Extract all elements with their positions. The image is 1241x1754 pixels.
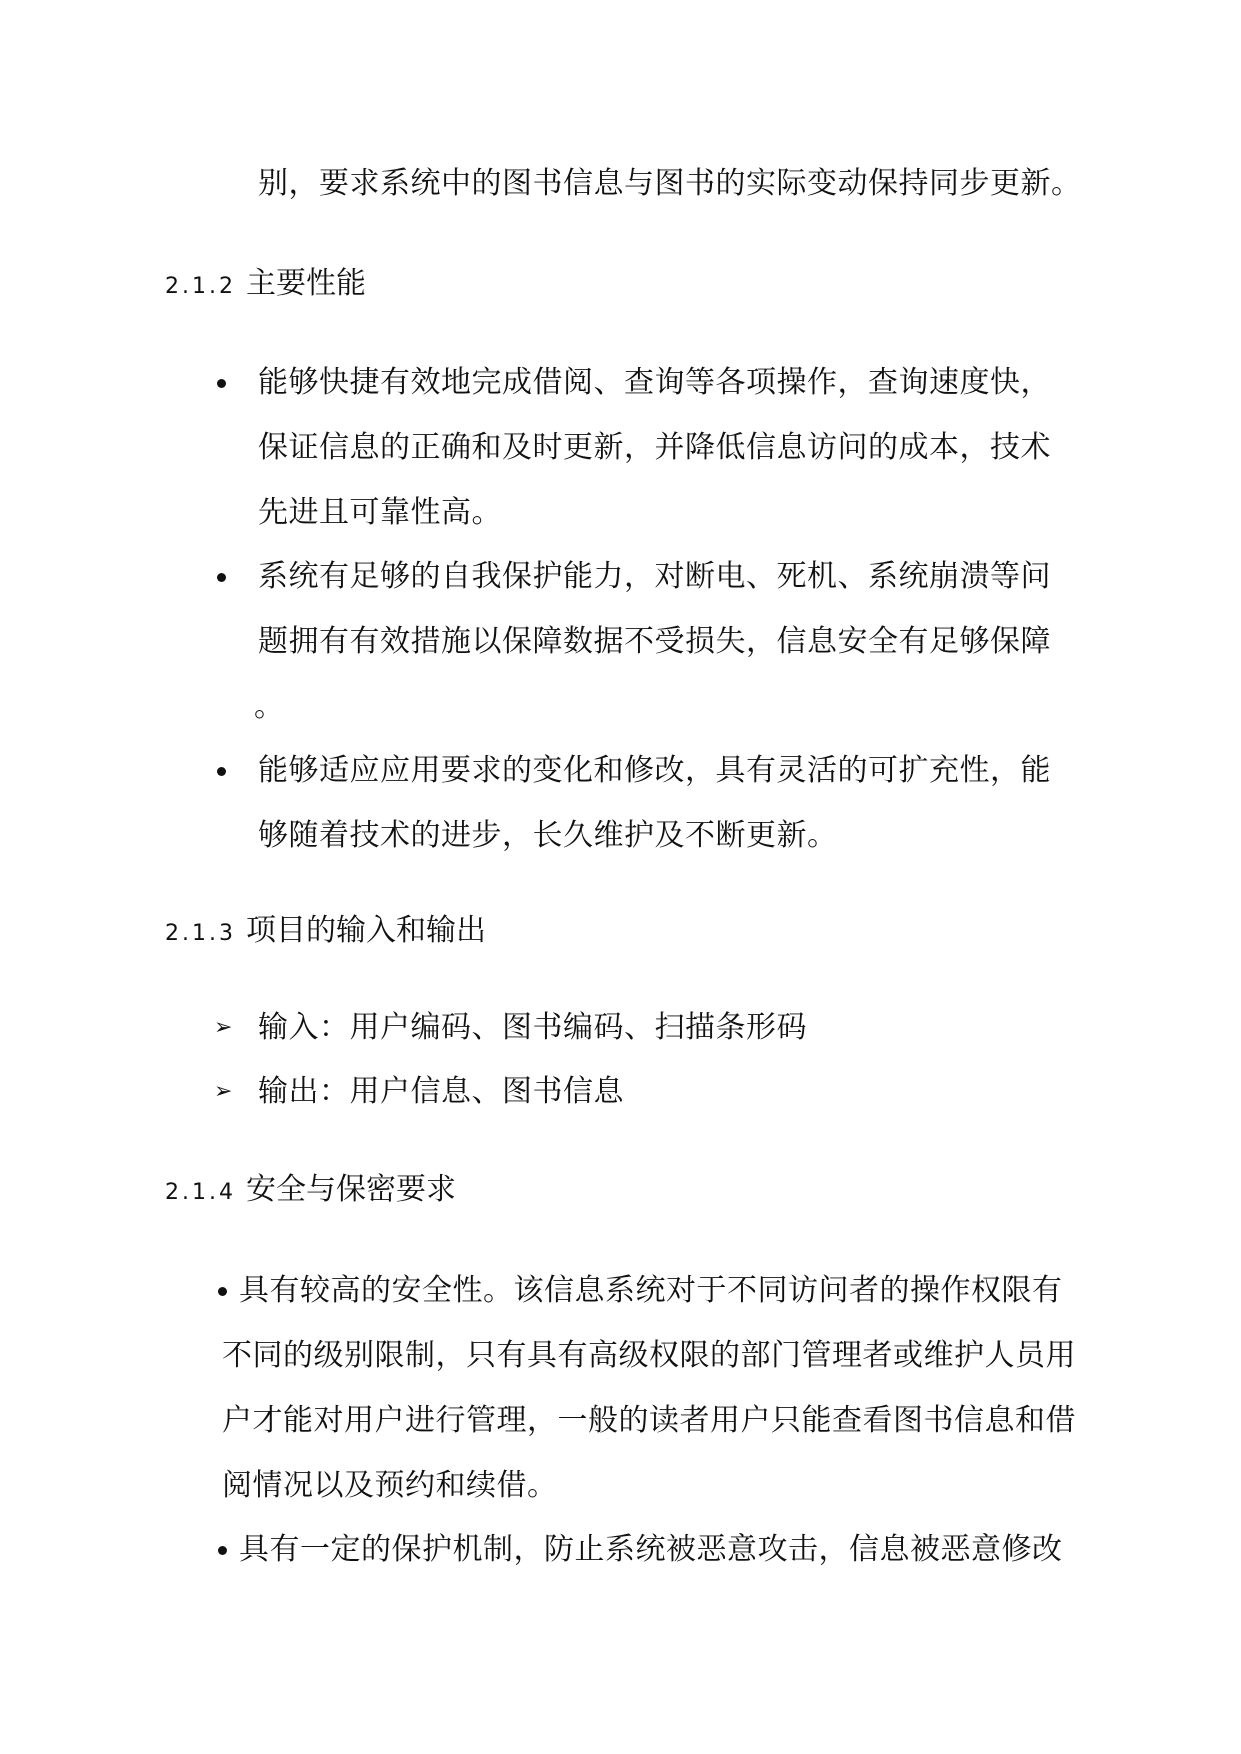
perf-item-1-line-3: 先进且可靠性高。 (258, 495, 502, 530)
security-item-1-line-4: 阅情况以及预约和续借。 (222, 1468, 558, 1503)
bullet-icon (218, 1287, 227, 1296)
io-item-output: 输出：用户信息、图书信息 (258, 1074, 624, 1109)
bullet-icon (217, 379, 226, 388)
security-item-1-line-2: 不同的级别限制，只有具有高级权限的部门管理者或维护人员用 (222, 1338, 1076, 1373)
bullet-icon (218, 1546, 227, 1555)
bullet-icon (217, 573, 226, 582)
heading-number: 2.1.4 (165, 1180, 236, 1205)
heading-number: 2.1.3 (165, 921, 236, 946)
intro-continuation: 别，要求系统中的图书信息与图书的实际变动保持同步更新。 (258, 166, 1082, 201)
security-item-1-line-3: 户才能对用户进行管理，一般的读者用户只能查看图书信息和借 (222, 1403, 1076, 1438)
heading-title: 项目的输入和输出 (245, 913, 486, 948)
security-item-1-line-1: 具有较高的安全性。该信息系统对于不同访问者的操作权限有 (239, 1273, 1063, 1308)
io-item-input: 输入：用户编码、图书编码、扫描条形码 (258, 1010, 807, 1045)
heading-2-1-4 (165, 1170, 456, 1213)
perf-item-3-line-1: 能够适应应用要求的变化和修改，具有灵活的可扩充性，能 (258, 753, 1051, 788)
perf-item-3-line-2: 够随着技术的进步，长久维护及不断更新。 (258, 818, 838, 853)
perf-item-1-line-2: 保证信息的正确和及时更新，并降低信息访问的成本，技术 (258, 430, 1051, 465)
arrow-bullet-icon: ➢ (214, 1079, 233, 1104)
heading-title: 主要性能 (245, 266, 366, 301)
heading-2-1-2 (165, 264, 366, 307)
perf-item-2-line-2: 题拥有有效措施以保障数据不受损失，信息安全有足够保障 (258, 624, 1051, 659)
perf-item-2-line-3: 。 (254, 689, 285, 724)
heading-number: 2.1.2 (165, 274, 236, 299)
perf-item-2-line-1: 系统有足够的自我保护能力，对断电、死机、系统崩溃等问 (258, 559, 1051, 594)
arrow-bullet-icon: ➢ (214, 1015, 233, 1040)
perf-item-1-line-1: 能够快捷有效地完成借阅、查询等各项操作，查询速度快， (258, 365, 1051, 400)
bullet-icon (217, 767, 226, 776)
security-item-2-line-1: 具有一定的保护机制，防止系统被恶意攻击，信息被恶意修改 (239, 1532, 1063, 1567)
heading-title: 安全与保密要求 (245, 1172, 456, 1207)
heading-2-1-3 (165, 911, 486, 954)
